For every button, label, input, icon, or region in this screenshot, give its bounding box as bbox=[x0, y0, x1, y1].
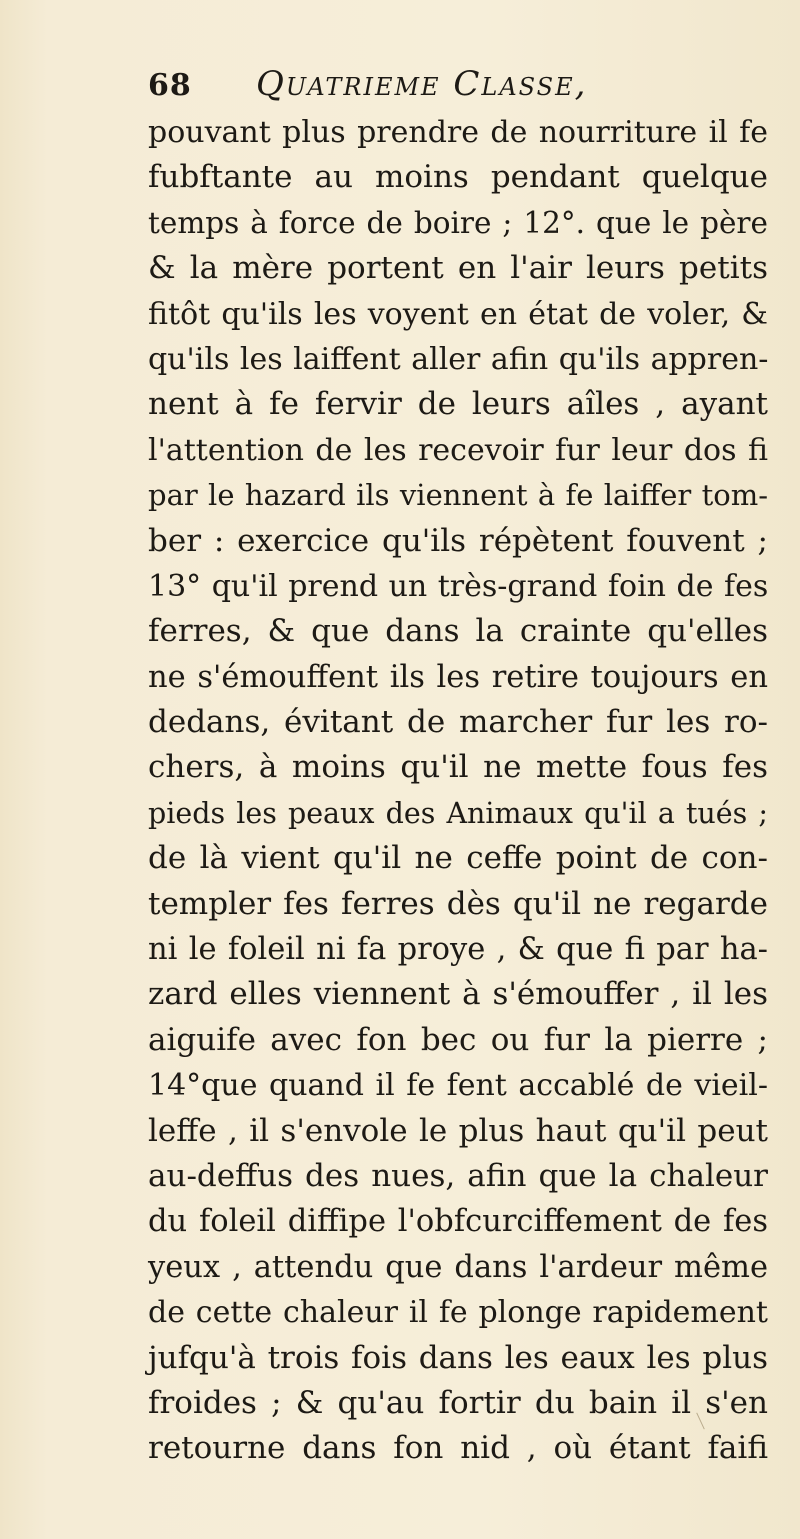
text-line: dedans, évitant de marcher fur les ro- bbox=[148, 704, 768, 741]
text-line: ni le foleil ni fa proye , & que fi par ha- bbox=[148, 932, 768, 968]
text-line: au-deffus des nues, afin que la chaleur bbox=[148, 1157, 768, 1194]
text-line: chers, à moins qu'il ne mette fous fes bbox=[148, 749, 768, 786]
page-header bbox=[148, 62, 768, 114]
text-line: templer fes ferres dès qu'il ne regarde bbox=[148, 885, 768, 922]
text-line: pieds les peaux des Animaux qu'il a tués ; bbox=[148, 796, 768, 830]
text-line: nent à fe fervir de leurs aîles , ayant bbox=[148, 386, 768, 423]
text-line: de cette chaleur il fe plonge rapidement bbox=[148, 1295, 768, 1331]
text-line: fitôt qu'ils les voyent en état de voler, & bbox=[148, 296, 768, 332]
text-line: 14°que quand il fe fent accablé de vieil- bbox=[148, 1068, 768, 1104]
text-line: du foleil diffipe l'obfcurciffement de fes bbox=[148, 1204, 768, 1240]
text-line: leffe , il s'envole le plus haut qu'il peut bbox=[148, 1112, 768, 1149]
text-line: par le hazard ils viennent à fe laiffer tom- bbox=[148, 478, 768, 513]
text-line: jufqu'à trois fois dans les eaux les plus bbox=[148, 1339, 768, 1376]
text-line: fubftante au moins pendant quelque bbox=[148, 159, 768, 196]
text-line: & la mère portent en l'air leurs petits bbox=[148, 250, 768, 287]
text-line: aiguife avec fon bec ou fur la pierre ; bbox=[148, 1021, 768, 1058]
running-title: Quatrieme Classe, bbox=[256, 64, 588, 104]
text-line: yeux , attendu que dans l'ardeur même bbox=[148, 1249, 768, 1285]
text-line: zard elles viennent à s'émouffer , il les bbox=[148, 976, 768, 1013]
text-line: l'attention de les recevoir fur leur dos fi bbox=[148, 432, 768, 468]
text-line: froides ; & qu'au fortir du bain il s'en bbox=[148, 1384, 768, 1421]
text-line: retourne dans fon nid , où étant faifi bbox=[148, 1430, 768, 1467]
page-number: 68 bbox=[148, 68, 192, 103]
text-line: temps à force de boire ; 12°. que le père bbox=[148, 205, 768, 240]
text-line: 13° qu'il prend un très-grand foin de fes bbox=[148, 568, 769, 604]
text-line: ne s'émouffent ils les retire toujours en bbox=[148, 659, 768, 695]
text-line: qu'ils les laiffent aller afin qu'ils appren- bbox=[148, 341, 769, 377]
text-line: ber : exercice qu'ils répètent fouvent ; bbox=[148, 522, 768, 559]
text-line: pouvant plus prendre de nourriture il fe bbox=[148, 115, 768, 150]
text-line: de là vient qu'il ne ceffe point de con- bbox=[148, 840, 768, 877]
text-line: ferres, & que dans la crainte qu'elles bbox=[148, 613, 768, 650]
body-text bbox=[148, 110, 768, 1472]
